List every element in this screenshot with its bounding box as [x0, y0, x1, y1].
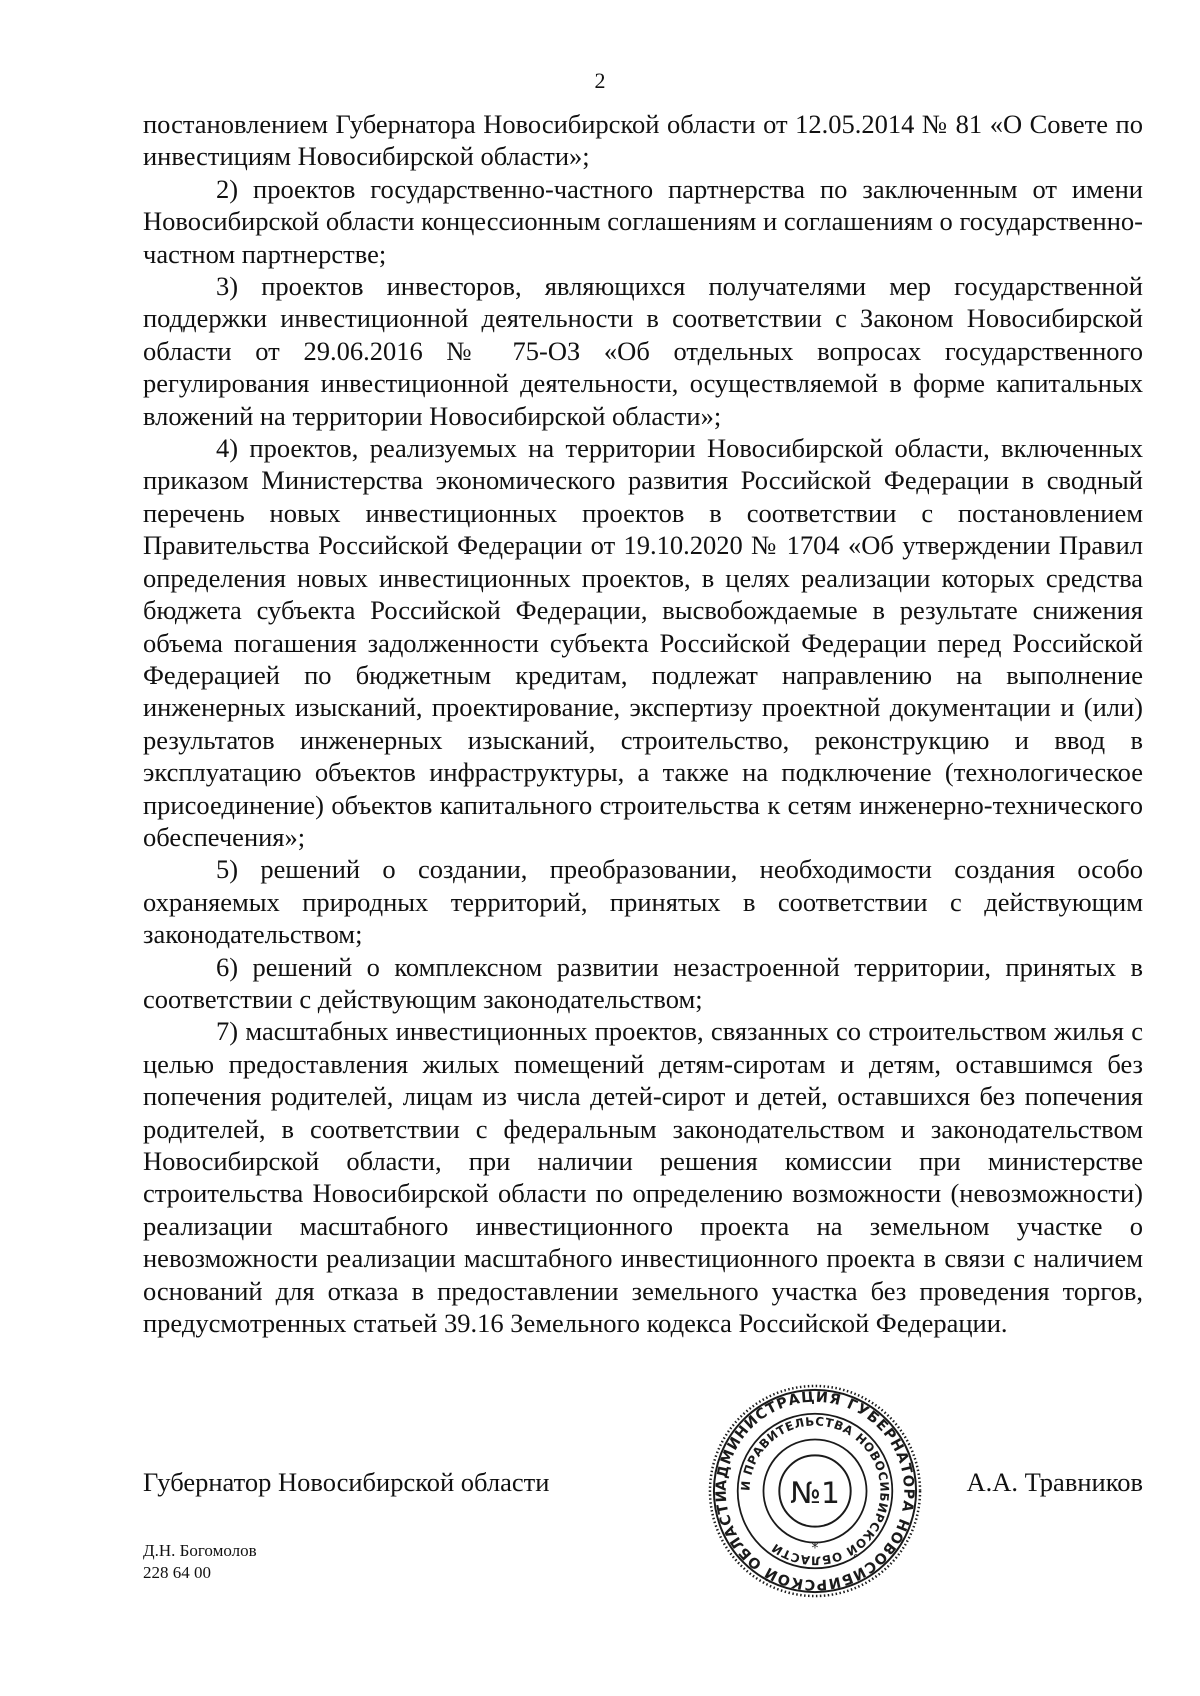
seal-inner-text: И ПРАВИТЕЛЬСТВА НОВОСИБИРСКОЙ ОБЛАСТИ — [738, 1414, 892, 1568]
executor-info — [143, 1540, 257, 1584]
seal-outer-text: АДМИНИСТРАЦИЯ ГУБЕРНАТОРА НОВОСИБИРСКОЙ ОБЛАСТИ — [713, 1389, 917, 1593]
paragraph-item-3: 3) проектов инвесторов, являющихся получателями мер государственной поддержки инвестиционной деятельности в соответствии с Законом Новосибирской области от 29.06.2016 № 75-ОЗ «Об отдельных вопросах государственного регулирования инвестиционной деятельности, осуществляемой в форме капитальных вложений на территории Новосибирской области»; — [143, 271, 1143, 431]
paragraph-item-6: 6) решений о комплексном развитии незастроенной территории, принятых в соответствии с действующим законодательством; — [143, 951, 1143, 1014]
page-number: 2 — [594, 68, 606, 93]
seal-star-icon: * — [811, 1540, 819, 1557]
paragraph-item-7: 7) масштабных инвестиционных проектов, связанных со строительством жилья с целью предоставления жилых помещений детям-сиротам и детям, оставшимся без попечения родителей, лицам из числа детей-сирот и детей, оставшихся без попечения родителей, в соответствии с федеральным законодательством и законодательством Новосибирской области, при наличии решения комиссии при министерстве строительства Новосибирской области по определению возможности (невозможности) реализации масштабного инвестиционного проекта на земельном участке о невозможности реализации масштабного инвестиционного проекта в связи с наличием оснований для отказа в предоставлении земельного участка без проведения торгов, предусмотренных статьей 39.16 Земельного кодекса Российской Федерации. — [143, 1016, 1143, 1339]
document-body — [143, 108, 1143, 1339]
signer-title: Губернатор Новосибирской области — [143, 1467, 550, 1497]
seal-number: №1 — [790, 1475, 840, 1511]
paragraph-item-2: 2) проектов государственно-частного партнерства по заключенным от имени Новосибирской области концессионным соглашениям и соглашениям о государственно-частном партнерстве; — [143, 173, 1143, 269]
paragraph-item-5: 5) решений о создании, преобразовании, необходимости создания особо охраняемых природных территорий, принятых в соответствии с действующим законодательством; — [143, 854, 1143, 950]
official-seal — [706, 1382, 924, 1600]
executor-name: Д.Н. Богомолов — [143, 1541, 257, 1560]
signer-name: А.А. Травников — [966, 1467, 1143, 1497]
paragraph-item-4: 4) проектов, реализуемых на территории Новосибирской области, включенных приказом Министерства экономического развития Российской Федерации в сводный перечень новых инвестиционных проектов в соответствии с постановлением Правительства Российской Федерации от 19.10.2020 № 1704 «Об утверждении Правил определения новых инвестиционных проектов, в целях реализации которых средства бюджета субъекта Российской Федерации, высвобождаемые в результате снижения объема погашения задолженности субъекта Российской Федерации перед Российской Федерацией по бюджетным кредитам, подлежат направлению на выполнение инженерных изысканий, проектирование, экспертизу проектной документации и (или) результатов инженерных изысканий, строительство, реконструкцию и ввод в эксплуатацию объектов инфраструктуры, а также на подключение (технологическое присоединение) объектов капитального строительства к сетям инженерно-технического обеспечения»; — [143, 433, 1143, 852]
signature-block — [143, 1467, 1143, 1507]
executor-phone: 228 64 00 — [143, 1563, 211, 1582]
paragraph-continuation: постановлением Губернатора Новосибирской области от 12.05.2014 № 81 «О Совете по инвестициям Новосибирской области»; — [143, 109, 1143, 172]
